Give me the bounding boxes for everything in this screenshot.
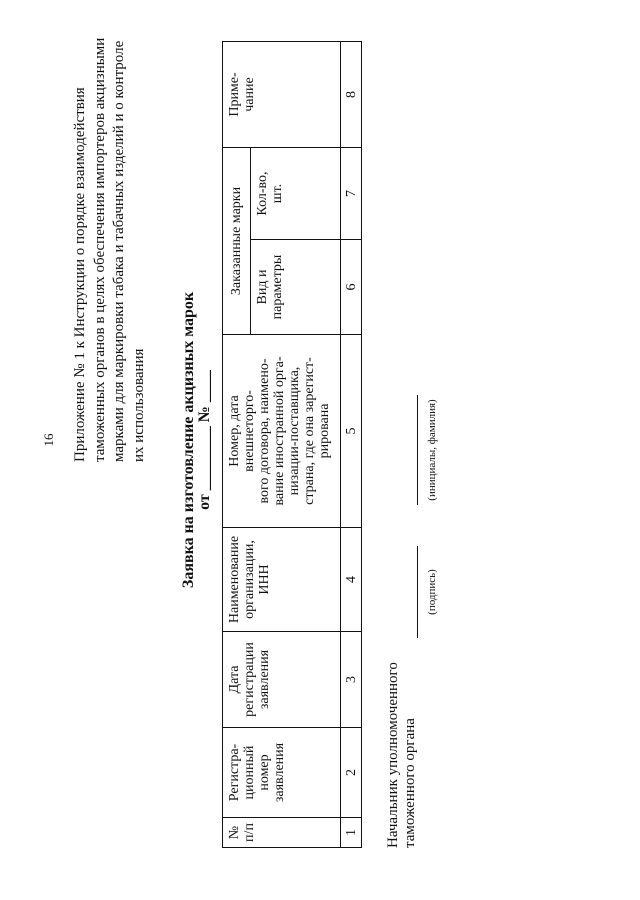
signature-caption: (подпись) <box>426 569 438 615</box>
header-registration-number: Регистра- ционный номер заявления <box>223 728 341 818</box>
header-ordered-marks-group: Заказанные марки <box>223 148 251 335</box>
column-number-1: 1 <box>341 818 362 848</box>
header-registration-date: Дата регистрации заявления <box>223 632 341 728</box>
signatory-position: Начальник уполномоченного таможенного органа <box>385 662 418 848</box>
column-number-7: 7 <box>341 148 362 240</box>
document-date-number-line: от ________ № ____ <box>196 370 213 510</box>
header-note: Приме- чание <box>223 42 341 148</box>
header-item-number: № п/п <box>223 818 341 848</box>
header-organization-inn: Наименование организации, ИНН <box>223 528 341 632</box>
table-column-numbers-row <box>341 42 362 848</box>
column-number-6: 6 <box>341 240 362 335</box>
table-header-row <box>223 42 251 848</box>
page-number: 16 <box>41 433 56 447</box>
column-number-5: 5 <box>341 335 362 528</box>
header-contract-supplier: Номер, дата внешнеторго- вого договора, наимено- вание иностранной орга- низации-поставщика, страна, где она зарегист- рирована <box>223 335 341 528</box>
order-table <box>222 41 362 848</box>
document-title: Заявка на изготовление акцизных марок <box>180 291 197 589</box>
appendix-note: Приложение № 1 к Инструкции о порядке взаимодействия таможенных органов в целях обеспечения импортеров акцизными марками для маркировки табака и табачных изделий и о контроле их использования <box>72 37 147 462</box>
column-number-3: 3 <box>341 632 362 728</box>
name-line <box>417 395 418 505</box>
signature-line <box>417 546 418 638</box>
name-caption: (инициалы, фамилия) <box>426 399 438 501</box>
header-mark-quantity: Кол-во, шт. <box>251 148 341 240</box>
column-number-8: 8 <box>341 42 362 148</box>
column-number-4: 4 <box>341 528 362 632</box>
header-mark-type-parameters: Вид и параметры <box>251 240 341 335</box>
column-number-2: 2 <box>341 728 362 818</box>
